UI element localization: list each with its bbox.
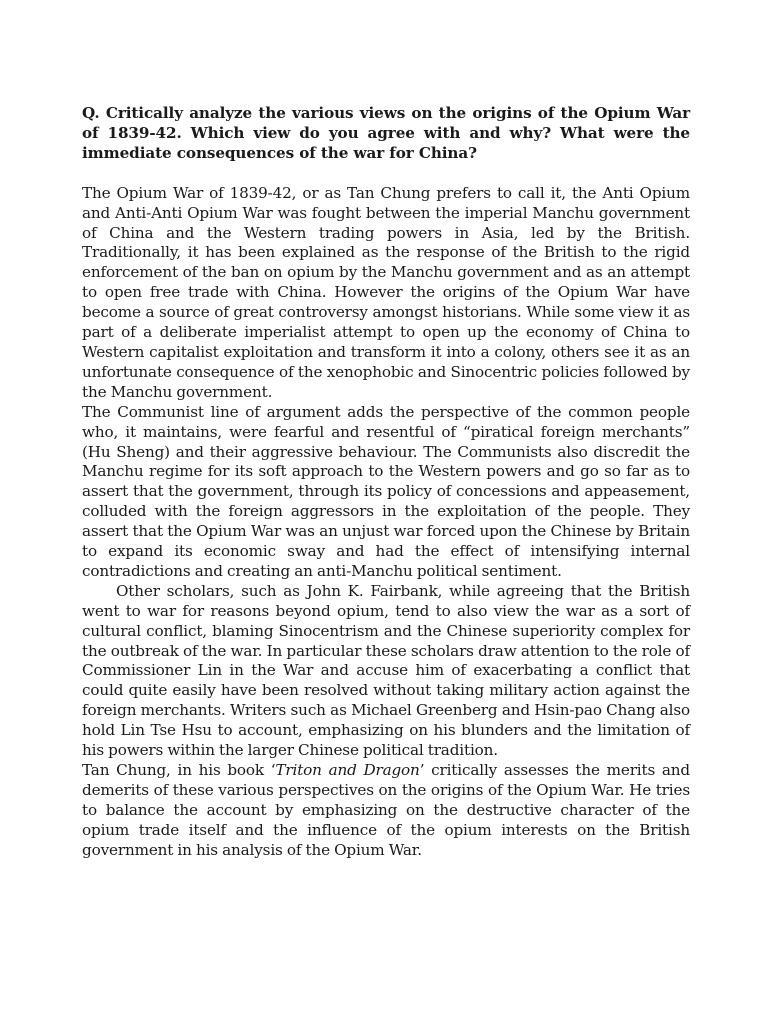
paragraph-introduction: The Opium War of 1839-42, or as Tan Chung prefers to call it, the Anti Opium and Anti-Anti Opium War was fought between the imperial Manchu government of China and the Western trading powers in Asia, led by the British. Traditionally, it has been explained as the response of the British to the rigid enforcement of the ban on opium by the Manchu government and as an attempt to open free trade with China. However the origins of the Opium War have become a source of great controversy amongst historians. While some view it as part of a deliberate imperialist attempt to open up the economy of China to Western capitalist exploitation and transform it into a colony, others see it as an unfortunate consequence of the xenophobic and Sinocentric policies followed by the Manchu government. <box>82 183 690 401</box>
book-title: Triton and Dragon <box>275 761 420 779</box>
tan-chung-text-before: Tan Chung, in his book ‘ <box>82 761 276 779</box>
paragraph-fairbank-view: Other scholars, such as John K. Fairbank, while agreeing that the British went to war for reasons beyond opium, tend to also view the war as a sort of cultural conflict, blaming Sinocentrism and the Chinese superiority complex for the outbreak of the war. In particular these scholars draw attention to the role of Commissioner Lin in the War and accuse him of exacerbating a conflict that could quite easily have been resolved without taking military action against the foreign merchants. Writers such as Michael Greenberg and Hsin-pao Chang also hold Lin Tse Hsu to account, emphasizing on his blunders and the limitation of his powers within the larger Chinese political tradition. <box>82 581 690 760</box>
question-heading: Q. Critically analyze the various views on the origins of the Opium War of 1839-42. Which view do you agree with and why? What were the immediate consequences of the war for China? <box>82 104 690 162</box>
paragraph-tan-chung-view <box>82 761 690 861</box>
document-page <box>82 104 690 861</box>
tan-chung-text-after: ’ critically assesses the merits and demerits of these various perspectives on the origins of the Opium War. He tries to balance the account by emphasizing on the destructive character of the opium trade itself and the influence of the opium interests on the British government in his analysis of the Opium War. <box>82 761 690 859</box>
paragraph-communist-view: The Communist line of argument adds the perspective of the common people who, it maintains, were fearful and resentful of “piratical foreign merchants” (Hu Sheng) and their aggressive behaviour. The Communists also discredit the Manchu regime for its soft approach to the Western powers and go so far as to assert that the government, through its policy of concessions and appeasement, colluded with the foreign aggressors in the exploitation of the people. They assert that the Opium War was an unjust war forced upon the Chinese by Britain to expand its economic sway and had the effect of intensifying internal contradictions and creating an anti-Manchu political sentiment. <box>82 402 690 580</box>
